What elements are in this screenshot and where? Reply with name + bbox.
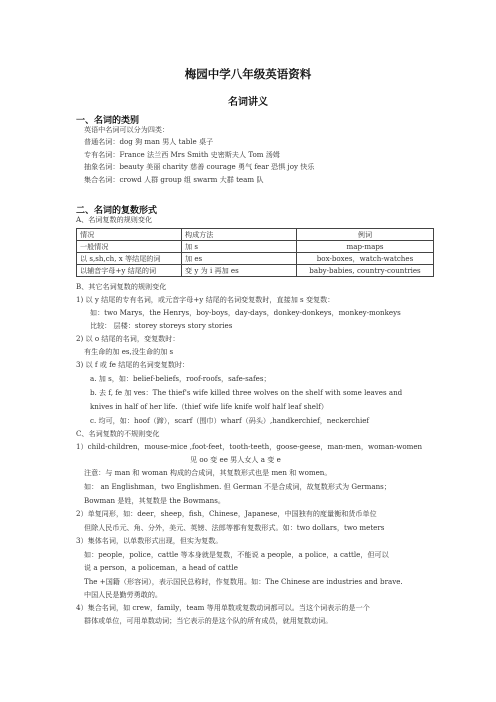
text-line: 中国人民是勤劳勇敢的。 — [84, 590, 163, 599]
text-line: 如：two Marys，the Henrys，boy-boys，day-days，donkey-donkeys，monkey-monkeys — [90, 308, 401, 317]
table-cell: 以辅音字母+y 结尾的词 — [77, 265, 182, 277]
table-header-cell: 构成方法 — [182, 229, 297, 241]
text-line: 4）集合名词，如 crew，family，team 等用单数或复数动词都可以。当这个词表示的是一个 — [76, 603, 370, 612]
text-line: 2）单复同形，如：deer，sheep，fish，Chinese，Japanese，中国独有的度量衡和货币单位 — [76, 509, 377, 518]
subsection-heading-other: B、其它名词复数的规则变化 — [76, 282, 167, 291]
text-line: 集合名词：crowd 人群 group 组 swarm 大群 team 队 — [84, 175, 264, 184]
text-line: 2) 以 o 结尾的名词，变复数时： — [76, 334, 180, 343]
text-line: 1）child-children，mouse-mice ,foot-feet，tooth-teeth，goose-geese，man-men，woman-women — [76, 442, 423, 451]
table-cell: 变 y 为 i 再加 es — [182, 265, 297, 277]
text-line: 但除人民币元、角、分外，美元、英镑、法郎等都有复数形式。如：two dollars，two meters — [84, 523, 385, 532]
section-heading-categories: 一、名词的类别 — [76, 116, 140, 126]
document-title: 梅园中学八年级英语资料 — [184, 67, 312, 81]
text-line: 3）集体名词，以单数形式出现，但实为复数。 — [76, 536, 223, 545]
table-cell: 以 s,sh,ch, x 等结尾的词 — [77, 253, 182, 265]
document-subtitle: 名词讲义 — [228, 97, 268, 108]
text-line: 抽象名词：beauty 美丽 charity 慈善 courage 勇气 fear 恐惧 joy 快乐 — [84, 162, 315, 171]
table-header-cell: 例词 — [297, 229, 434, 241]
text-line: 3) 以 f 或 fe 结尾的名词变复数时： — [76, 360, 190, 369]
table-row — [77, 241, 434, 253]
text-line: The +国籍（形容词），表示国民总称时，作复数用。如：The Chinese are industries and brave. — [84, 577, 403, 586]
table-cell: 一般情况 — [77, 241, 182, 253]
text-line: 如： an Englishman，two Englishmen. 但 German 不是合成词，故复数形式为 Germans； — [84, 482, 391, 491]
text-line: b. 去 f, fe 加 ves：The thief's wife killed three wolves on the shelf with some leaves and — [90, 388, 403, 397]
table-cell: box-boxes，watch-watches — [297, 253, 434, 265]
text-line: 英语中名词可以分为四类： — [84, 125, 170, 134]
text-line: 注意：与 man 和 woman 构成的合成词，其复数形式也是 men 和 women。 — [84, 468, 332, 477]
text-line: 1) 以 y 结尾的专有名词，或元音字母+y 结尾的名词变复数时，直接加 s 变复数： — [76, 295, 335, 304]
subsection-heading-irregular: C、名词复数的不规则变化 — [76, 429, 160, 438]
table-cell: map-maps — [297, 241, 434, 253]
text-line: Bowman 是姓，其复数是 the Bowmans。 — [84, 496, 225, 505]
text-line: c. 均可，如：hoof（蹄），scarf（围巾）wharf（码头）,handkerchief，neckerchief — [90, 416, 370, 425]
table-row — [77, 253, 434, 265]
section-heading-plural: 二、名词的复数形式 — [76, 206, 158, 216]
text-line: 专有名词：France 法兰西 Mrs Smith 史密斯夫人 Tom 汤姆 — [84, 150, 280, 159]
text-line: 比较： 层楼：storey storeys story stories — [90, 321, 233, 330]
table-cell: 加 s — [182, 241, 297, 253]
table-row — [77, 265, 434, 277]
table-cell: baby-babies, country-countries — [297, 265, 434, 277]
text-line: 如：people，police，cattle 等本身就是复数，不能说 a people，a police，a cattle，但可以 — [84, 550, 389, 559]
text-line: 普通名词：dog 狗 man 男人 table 桌子 — [84, 137, 214, 146]
text-line: 有生命的加 es,没生命的加 s — [84, 347, 174, 356]
subsection-heading-regular: A、名词复数的规则变化 — [76, 215, 153, 224]
text-line: knives in half of her life.（thief wife life knife wolf half leaf shelf） — [90, 402, 328, 411]
table-header-cell: 情况 — [77, 229, 182, 241]
table-header-row — [77, 229, 434, 241]
text-line: 说 a person，a policeman，a head of cattle — [84, 563, 238, 572]
text-line: 群体或单位，可用单数动词；当它表示的是这个队的所有成员，就用复数动词。 — [84, 616, 333, 625]
text-line: 见 oo 变 ee 男人女人 a 变 e — [190, 455, 281, 464]
text-line: a. 加 s，如：belief-beliefs，roof-roofs，safe-safes； — [90, 374, 271, 383]
plural-rules-table — [76, 228, 434, 277]
table-cell: 加 es — [182, 253, 297, 265]
